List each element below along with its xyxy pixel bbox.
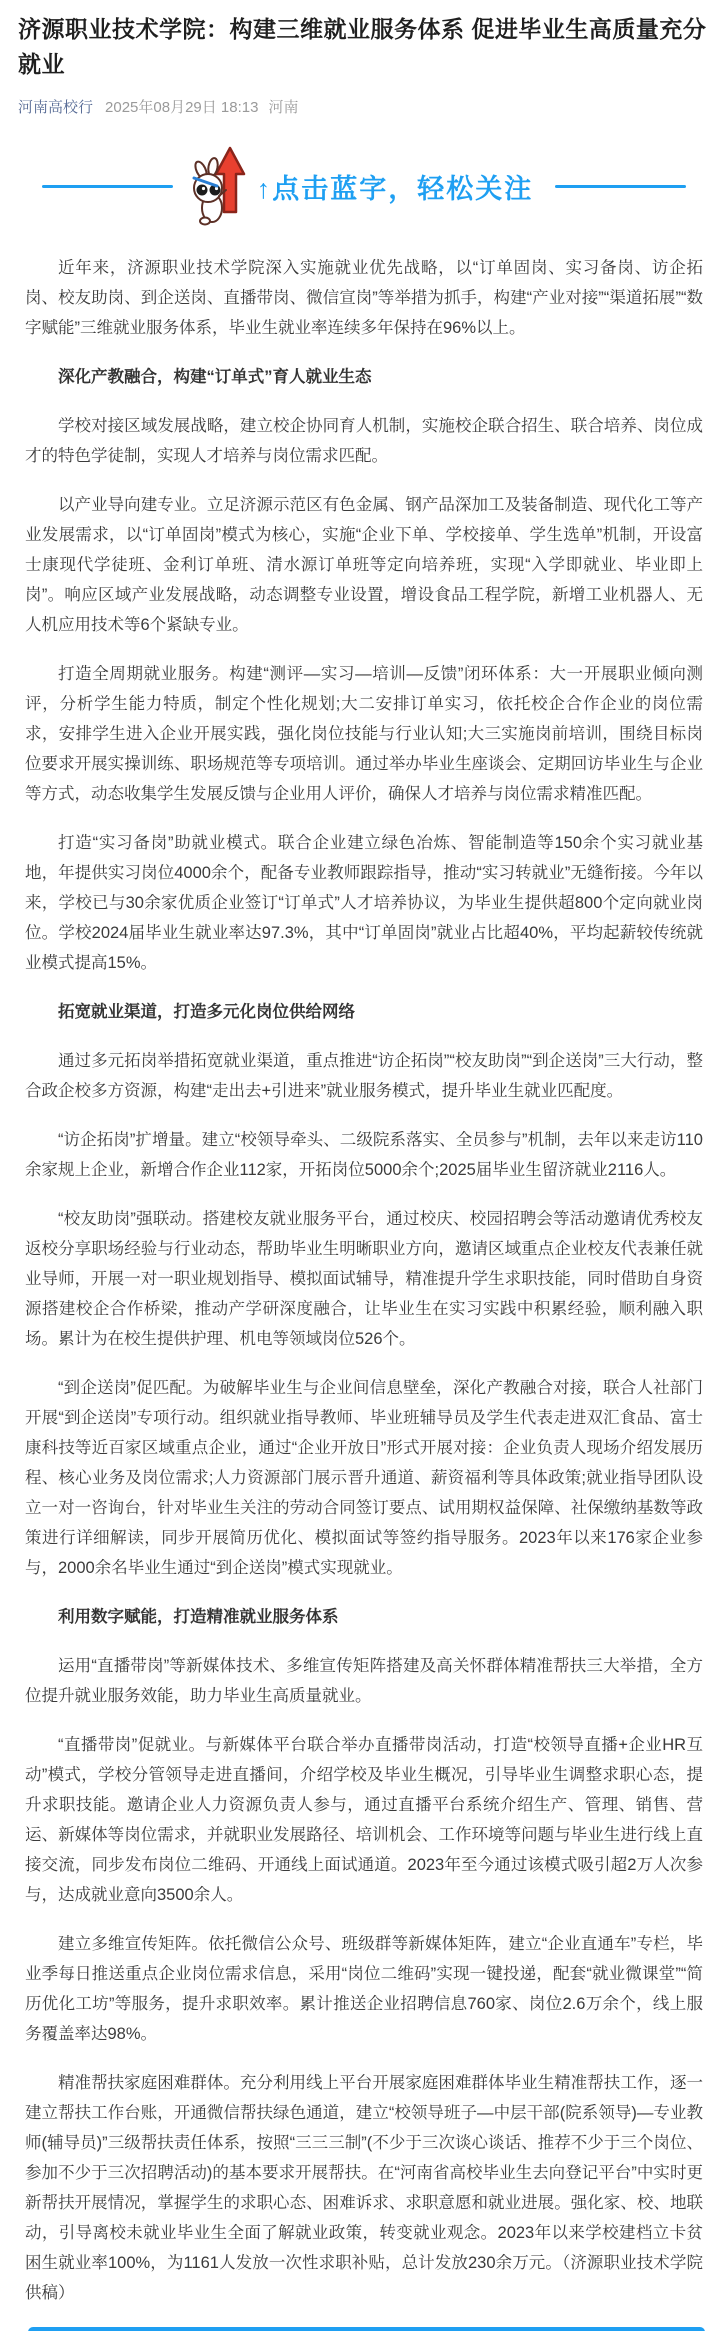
article-paragraph: 运用“直播带岗”等新媒体技术、多维宣传矩阵搭建及高关怀群体精准帮扶三大举措，全方位提升就业服务效能，助力毕业生高质量就业。: [25, 1657, 703, 1705]
banner-right-line: [555, 185, 686, 188]
article-paragraph: 以产业导向建专业。立足济源示范区有色金属、钢产品深加工及装备制造、现代化工等产业发展需求，以“订单固岗”模式为核心，实施“企业下单、学校接单、学生选单”机制，开设富士康现代学徒班、金利订单班、清水源订单班等定向培养班，实现“入学即就业、毕业即上岗”。响应区域产业发展战略，动态调整专业设置，增设食品工程学院，新增工业机器人、无人机应用技术等6个紧缺专业。: [25, 496, 703, 634]
article-paragraph: “到企送岗”促匹配。为破解毕业生与企业间信息壁垒，深化产教融合对接，联合人社部门开展“到企送岗”专项行动。组织就业指导教师、毕业班辅导员及学生代表走进双汇食品、富士康科技等近百家区域重点企业，通过“企业开放日”形式开展对接：企业负责人现场介绍发展历程、核心业务及岗位需求;人力资源部门展示晋升通道、薪资福利等具体政策;就业指导团队设立一对一咨询台，针对毕业生关注的劳动合同签订要点、试用期权益保障、社保缴纳基数等政策进行详细解读，同步开展简历优化、模拟面试等签约指导服务。2023年以来176家企业参与，2000余名毕业生通过“到企送岗”模式实现就业。: [25, 1379, 703, 1577]
article-header: [0, 0, 728, 117]
article-paragraph: 通过多元拓岗举措拓宽就业渠道，重点推进“访企拓岗”“校友助岗”“到企送岗”三大行动，整合政企校多方资源，构建“走出去+引进来”就业服务模式，提升毕业生就业匹配度。: [25, 1052, 703, 1100]
rabbit-arrow-mascot-icon: [189, 144, 247, 228]
publish-date: 2025年08月29日 18:13: [105, 99, 259, 116]
article-paragraph: “直播带岗”促就业。与新媒体平台联合举办直播带岗活动，打造“校领导直播+企业HR互动”模式，学校分管领导走进直播间，介绍学校及毕业生概况，引导毕业生调整求职心态，提升求职技能。邀请企业人力资源负责人参与，通过直播平台系统介绍生产、管理、销售、营运、新媒体等岗位需求，并就职业发展路径、培训机会、工作环境等问题与毕业生进行线上直接交流，同步发布岗位二维码、开通线上面试通道。2023年至今通过该模式吸引超2万人次参与，达成就业意向3500余人。: [25, 1736, 703, 1904]
page-title: 济源职业技术学院：构建三维就业服务体系 促进毕业生高质量充分就业: [18, 16, 707, 77]
section-heading: 拓宽就业渠道，打造多元化岗位供给网络: [58, 1003, 355, 1021]
article-paragraph: 打造“实习备岗”助就业模式。联合企业建立绿色冶炼、智能制造等150余个实习就业基地，年提供实习岗位4000余个，配备专业教师跟踪指导，推动“实习转就业”无缝衔接。今年以来，学校已与30余家优质企业签订“订单式”人才培养协议，为毕业生提供超800个定向就业岗位。学校2024届毕业生就业率达97.3%，其中“订单固岗”就业占比超40%，平均起薪较传统就业模式提高15%。: [25, 834, 703, 972]
article-paragraph: 打造全周期就业服务。构建“测评—实习—培训—反馈”闭环体系：大一开展职业倾向测评，分析学生能力特质，制定个性化规划;大二安排订单实习，依托校企合作企业的岗位需求，安排学生进入企业开展实践，强化岗位技能与行业认知;大三实施岗前培训，围绕目标岗位要求开展实操训练、职场规范等专项培训。通过举办毕业生座谈会、定期回访毕业生与企业等方式，动态收集学生发展反馈与企业用人评价，确保人才培养与岗位需求精准匹配。: [25, 665, 703, 803]
article-content: [0, 243, 728, 2308]
article-paragraph: 近年来，济源职业技术学院深入实施就业优先战略，以“订单固岗、实习备岗、访企拓岗、校友助岗、到企送岗、直播带岗、微信宣岗”等举措为抓手，构建“产业对接”“渠道拓展”“数字赋能”三维就业服务体系，毕业生就业率连续多年保持在96%以上。: [25, 259, 703, 337]
publish-location: 河南: [268, 99, 299, 116]
article-paragraph: 精准帮扶家庭困难群体。充分利用线上平台开展家庭困难群体毕业生精准帮扶工作，逐一建立帮扶工作台账，开通微信帮扶绿色通道，建立“校领导班子—中层干部(院系领导)—专业教师(辅导员)”三级帮扶责任体系，按照“三三三制”(不少于三次谈心谈话、推荐不少于三个岗位、参加不少于三次招聘活动)的基本要求开展帮扶。在“河南省高校毕业生去向登记平台”中实时更新帮扶开展情况，掌握学生的求职心态、困难诉求、求职意愿和就业进展。强化家、校、地联动，引导离校未就业毕业生全面了解就业政策，转变就业观念。2023年以来学校建档立卡贫困生就业率100%，为1161人发放一次性求职补贴，总计发放230余万元。（济源职业技术学院供稿）: [25, 2074, 703, 2302]
article-paragraph: 学校对接区域发展战略，建立校企协同育人机制，实施校企联合招生、联合培养、岗位成才的特色学徒制，实现人才培养与岗位需求匹配。: [25, 417, 703, 465]
article-paragraph: “校友助岗”强联动。搭建校友就业服务平台，通过校庆、校园招聘会等活动邀请优秀校友返校分享职场经验与行业动态，帮助毕业生明晰职业方向，邀请区域重点企业校友代表兼任就业导师，开展一对一职业规划指导、模拟面试辅导，精准提升学生求职技能，同时借助自身资源搭建校企合作桥梁，推动产学研深度融合，让毕业生在实习实践中积累经验，顺利融入职场。累计为在校生提供护理、机电等领域岗位526个。: [25, 1210, 703, 1348]
article-paragraph: “访企拓岗”扩增量。建立“校领导牵头、二级院系落实、全员参与”机制，去年以来走访110余家规上企业，新增合作企业112家，开拓岗位5000余个;2025届毕业生留济就业2116人。: [25, 1131, 703, 1179]
banner-follow-text: ↑点击蓝字，轻松关注: [256, 173, 534, 204]
section-heading: 利用数字赋能，打造精准就业服务体系: [58, 1608, 339, 1626]
article-paragraph: 建立多维宣传矩阵。依托微信公众号、班级群等新媒体矩阵，建立“企业直通车”专栏，毕业季每日推送重点企业岗位需求信息，采用“岗位二维码”实现一键投递，配套“就业微课堂”“简历优化工坊”等服务，提升求职效率。累计推送企业招聘信息760家、岗位2.6万余个，线上服务覆盖率达98%。: [25, 1935, 703, 2043]
banner-left-line: [42, 185, 173, 188]
section-heading: 深化产教融合，构建“订单式”育人就业生态: [58, 368, 372, 386]
footer-card: [28, 2327, 705, 2331]
article-meta: [18, 96, 708, 117]
author-link[interactable]: 河南高校行: [18, 99, 94, 116]
follow-banner: [0, 143, 728, 229]
